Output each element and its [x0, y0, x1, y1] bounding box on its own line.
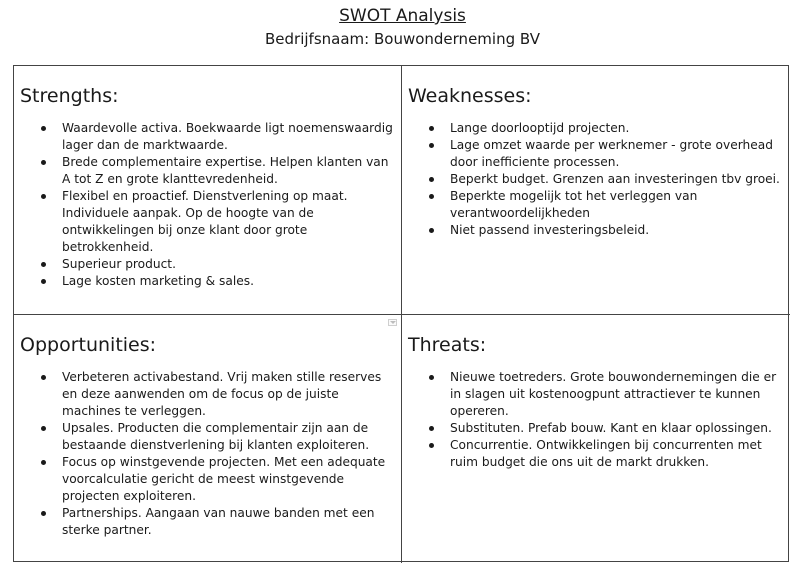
list-item: Substituten. Prefab bouw. Kant en klaar oplossingen. [450, 420, 782, 437]
opportunities-title: Opportunities: [20, 334, 157, 356]
strengths-title: Strengths: [20, 85, 119, 107]
threats-list [408, 369, 782, 471]
list-item: Niet passend investeringsbeleid. [450, 222, 782, 239]
strengths-list [20, 120, 393, 290]
list-item: Flexibel en proactief. Dienstverlening op maat. Individuele aanpak. Op de hoogte van de ontwikkelingen bij onze klant door grote betrokkenheid. [62, 188, 393, 256]
swot-table [13, 65, 789, 562]
list-item: Focus op winstgevende projecten. Met een adequate voorcalculatie gericht de meest winstgevende projecten exploiteren. [62, 454, 393, 505]
opportunities-list [20, 369, 393, 539]
strengths-cell[interactable] [14, 66, 402, 315]
list-item: Beperkt budget. Grenzen aan investeringen tbv groei. [450, 171, 782, 188]
weaknesses-list [408, 120, 782, 239]
list-item: Upsales. Producten die complementair zijn aan de bestaande dienstverlening bij klanten exploiteren. [62, 420, 393, 454]
opportunities-cell[interactable] [14, 315, 402, 563]
threats-title: Threats: [408, 334, 487, 356]
weaknesses-title: Weaknesses: [408, 85, 532, 107]
company-name: Bedrijfsnaam: Bouwonderneming BV [265, 30, 540, 48]
list-item: Nieuwe toetreders. Grote bouwondernemingen die er in slagen uit kostenoogpunt attractiever te kunnen opereren. [450, 369, 782, 420]
list-item: Waardevolle activa. Boekwaarde ligt noemenswaardig lager dan de marktwaarde. [62, 121, 393, 152]
list-item: Concurrentie. Ontwikkelingen bij concurrenten met ruim budget die ons uit de markt drukken. [450, 437, 782, 471]
list-item: Lage kosten marketing & sales. [62, 273, 393, 290]
list-item: Brede complementaire expertise. Helpen klanten van A tot Z en grote klanttevredenheid. [62, 154, 393, 188]
threats-cell[interactable] [402, 315, 790, 563]
list-item: Superieur product. [62, 256, 393, 273]
cell-menu-dropdown-icon[interactable] [388, 319, 397, 326]
list-item: Lange doorlooptijd projecten. [450, 120, 782, 137]
list-item: Verbeteren activabestand. Vrij maken stille reserves en deze aanwenden om de focus op de juiste machines te verleggen. [62, 369, 393, 420]
document-header [0, 5, 805, 49]
weaknesses-cell[interactable] [402, 66, 790, 315]
list-item: Partnerships. Aangaan van nauwe banden met een sterke partner. [62, 505, 393, 539]
list-item: Beperkte mogelijk tot het verleggen van verantwoordelijkheden [450, 188, 782, 222]
list-item: Lage omzet waarde per werknemer - grote overhead door inefficiente processen. [450, 137, 782, 171]
page-title: SWOT Analysis [339, 6, 466, 26]
